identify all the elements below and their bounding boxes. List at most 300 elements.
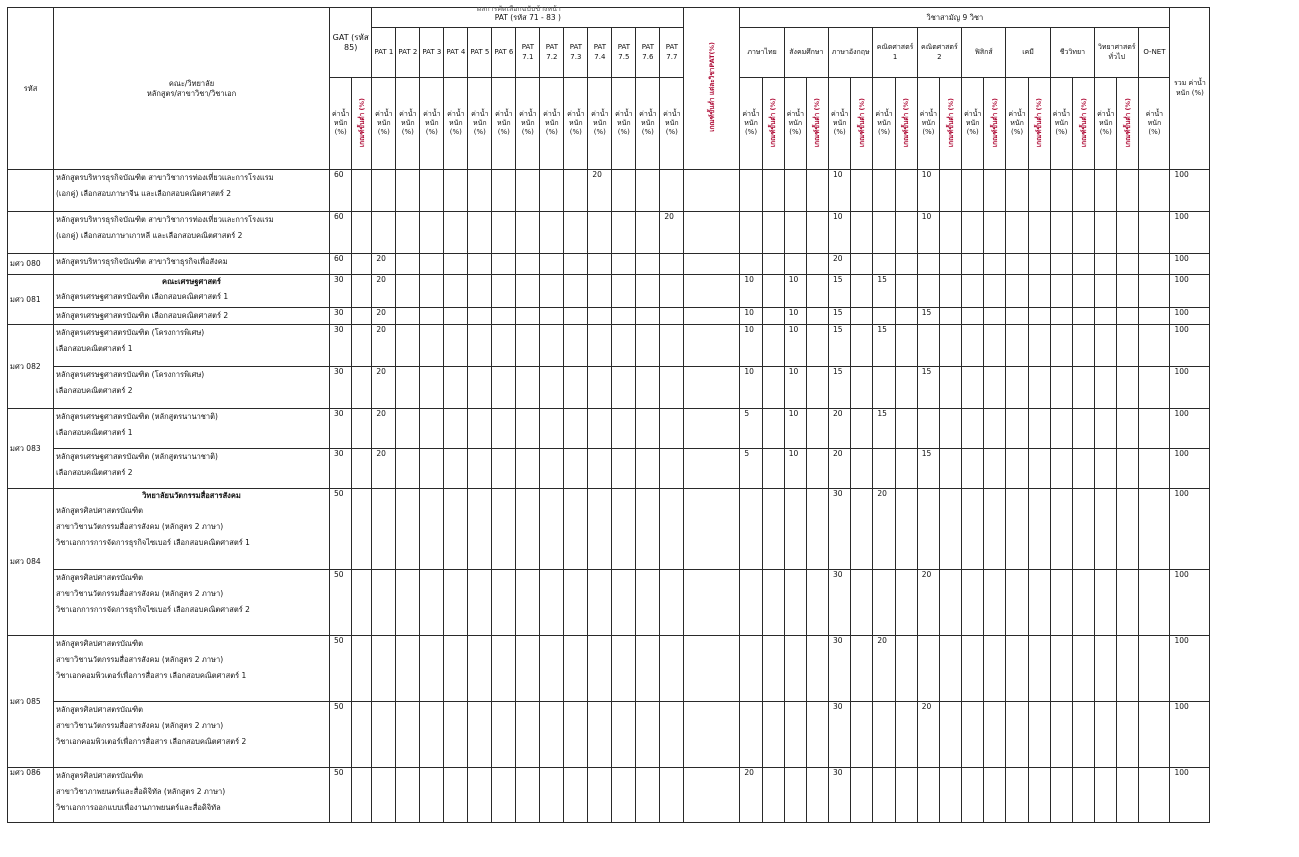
subject-min-7 — [1073, 325, 1095, 367]
pat-weight-0: 20 — [372, 275, 396, 308]
gat-weight: 60 — [330, 254, 352, 275]
pat-weight-0 — [372, 170, 396, 212]
subject-min-7 — [1073, 275, 1095, 308]
subject-min-4 — [940, 254, 962, 275]
gat-weight: 30 — [330, 275, 352, 308]
subject-weight-5 — [962, 325, 984, 367]
subject-min-5 — [984, 768, 1006, 823]
subject-min-4 — [940, 409, 962, 449]
pat-min — [684, 367, 740, 409]
pat-weight-9 — [588, 449, 612, 489]
subject-weight-0: 10 — [740, 367, 762, 409]
subject-weight-6 — [1006, 325, 1028, 367]
subject-min-5 — [984, 489, 1006, 570]
total-weight: 100 — [1170, 636, 1210, 702]
subject-weight-2: 15 — [829, 308, 851, 325]
pat-weight-9 — [588, 254, 612, 275]
pat-weight-2 — [420, 254, 444, 275]
table-row — [8, 212, 1210, 254]
program-line: หลักสูตรศิลปศาสตรบัณฑิต — [56, 506, 143, 515]
subject-min-3 — [895, 212, 917, 254]
subject-weight-0 — [740, 489, 762, 570]
total-weight: 100 — [1170, 325, 1210, 367]
pat-weight-4 — [468, 170, 492, 212]
pat-weight-9 — [588, 212, 612, 254]
subject-min-2 — [851, 570, 873, 636]
program-code: มศว 086 — [8, 768, 54, 823]
col-header-program-line1: คณะ/วิทยาลัย — [168, 79, 215, 89]
col-header-onet: O-NET — [1139, 28, 1170, 78]
pat-weight-11 — [636, 367, 660, 409]
program-line: หลักสูตรเศรษฐศาสตรบัณฑิต (โครงการพิเศษ) — [56, 370, 205, 379]
pat-weight-5 — [492, 768, 516, 823]
subject-min-2 — [851, 275, 873, 308]
pat-weight-1 — [396, 275, 420, 308]
program-line: หลักสูตรบริหารธุรกิจบัณฑิต สาขาวิชาการท่องเที่ยวและการโรงแรม — [56, 215, 274, 224]
program-code — [8, 170, 54, 212]
subject-col-header-8: วิทยาศาสตร์ทั่วไป — [1095, 28, 1139, 78]
program-code: มศว 083 — [8, 409, 54, 489]
program-line: หลักสูตรศิลปศาสตรบัณฑิต — [56, 639, 143, 648]
pat-weight-9 — [588, 275, 612, 308]
subject-col-header-0: ภาษาไทย — [740, 28, 784, 78]
pat-weight-6 — [516, 275, 540, 308]
subject-min-header-8 — [1117, 78, 1139, 170]
subject-weight-5 — [962, 636, 984, 702]
gat-min-header — [352, 78, 372, 170]
pat-min — [684, 409, 740, 449]
subject-weight-8 — [1095, 409, 1117, 449]
pat-col-header-6: PAT 7.1 — [516, 28, 540, 78]
onet-weight — [1139, 308, 1170, 325]
subject-weight-2: 15 — [829, 325, 851, 367]
subject-min-6 — [1028, 636, 1050, 702]
pat-weight-9 — [588, 367, 612, 409]
pat-weight-1 — [396, 254, 420, 275]
subject-min-3 — [895, 702, 917, 768]
onet-weight — [1139, 212, 1170, 254]
pat-weight-6 — [516, 636, 540, 702]
subject-weight-6 — [1006, 636, 1028, 702]
program-line: วิชาเอกคอมพิวเตอร์เพื่อการสื่อสาร เลือกสอบคณิตศาสตร์ 1 — [56, 671, 247, 680]
pat-weight-7 — [540, 702, 564, 768]
subject-weight-2: 15 — [829, 367, 851, 409]
subject-weight-1 — [784, 768, 806, 823]
program-line: วิชาเอกการออกแบบเพื่องานภาพยนตร์และสื่อดิจิทัล — [56, 803, 221, 812]
subject-min-header-8-label: เกณฑ์ขั้นต่ำ (%) — [1123, 97, 1132, 147]
page-header-fragment: ผลการคัดเลือกฉบับข้างหน้า — [477, 5, 561, 13]
total-weight: 100 — [1170, 308, 1210, 325]
subject-min-7 — [1073, 489, 1095, 570]
pat-weight-10 — [612, 702, 636, 768]
subject-weight-1: 10 — [784, 367, 806, 409]
subject-min-6 — [1028, 702, 1050, 768]
subject-min-header-2-label: เกณฑ์ขั้นต่ำ (%) — [857, 97, 866, 147]
program-line: หลักสูตรเศรษฐศาสตรบัณฑิต เลือกสอบคณิตศาสตร์ 2 — [56, 311, 229, 320]
col-header-program-line2: หลักสูตร/สาขาวิชา/วิชาเอก — [146, 88, 237, 98]
subject-min-2 — [851, 702, 873, 768]
subject-min-header-3-label: เกณฑ์ขั้นต่ำ (%) — [902, 97, 911, 147]
subject-weight-2: 20 — [829, 254, 851, 275]
pat-col-header-12: PAT 7.7 — [660, 28, 684, 78]
pat-weight-6 — [516, 449, 540, 489]
subject-col-header-2: ภาษาอังกฤษ — [829, 28, 873, 78]
subject-min-5 — [984, 275, 1006, 308]
pat-weight-1 — [396, 409, 420, 449]
pat-weight-11 — [636, 449, 660, 489]
admission-weight-table — [7, 7, 1210, 823]
pat-weight-6 — [516, 170, 540, 212]
faculty-name: คณะเศรษฐศาสตร์ — [162, 277, 221, 286]
table-row — [8, 409, 1210, 449]
subject-weight-5 — [962, 275, 984, 308]
subject-weight-2: 10 — [829, 170, 851, 212]
subject-weight-2: 30 — [829, 570, 851, 636]
subject-min-8 — [1117, 367, 1139, 409]
gat-min — [352, 489, 372, 570]
subject-weight-0: 10 — [740, 325, 762, 367]
subject-min-header-4-label: เกณฑ์ขั้นต่ำ (%) — [946, 97, 955, 147]
table-row — [8, 570, 1210, 636]
pat-weight-header-5: ค่าน้ำหนัก (%) — [492, 78, 516, 170]
subject-weight-2: 30 — [829, 636, 851, 702]
subject-weight-5 — [962, 367, 984, 409]
pat-weight-7 — [540, 254, 564, 275]
onet-weight — [1139, 170, 1170, 212]
pat-col-header-1: PAT 2 — [396, 28, 420, 78]
subject-weight-header-3: ค่าน้ำหนัก (%) — [873, 78, 895, 170]
gat-min — [352, 170, 372, 212]
subject-min-7 — [1073, 308, 1095, 325]
subject-weight-6 — [1006, 254, 1028, 275]
pat-weight-4 — [468, 449, 492, 489]
subject-min-0 — [762, 308, 784, 325]
pat-col-header-4: PAT 5 — [468, 28, 492, 78]
pat-weight-4 — [468, 636, 492, 702]
subject-weight-3 — [873, 367, 895, 409]
subject-weight-5 — [962, 170, 984, 212]
pat-weight-5 — [492, 367, 516, 409]
faculty-name: วิทยาลัยนวัตกรรมสื่อสารสังคม — [142, 491, 241, 500]
subject-weight-1: 10 — [784, 409, 806, 449]
pat-weight-4 — [468, 254, 492, 275]
table-row — [8, 367, 1210, 409]
pat-weight-11 — [636, 570, 660, 636]
table-row — [8, 702, 1210, 768]
subject-min-4 — [940, 212, 962, 254]
pat-weight-12 — [660, 570, 684, 636]
subject-min-header-2 — [851, 78, 873, 170]
subject-weight-6 — [1006, 489, 1028, 570]
program-line: เลือกสอบคณิตศาสตร์ 2 — [56, 468, 133, 477]
gat-weight: 60 — [330, 212, 352, 254]
subject-min-header-3 — [895, 78, 917, 170]
subject-weight-0 — [740, 212, 762, 254]
subject-weight-8 — [1095, 702, 1117, 768]
onet-weight — [1139, 570, 1170, 636]
subject-min-8 — [1117, 254, 1139, 275]
subject-min-7 — [1073, 367, 1095, 409]
pat-weight-12 — [660, 768, 684, 823]
pat-weight-6 — [516, 254, 540, 275]
subject-weight-7 — [1050, 325, 1072, 367]
subject-weight-1 — [784, 254, 806, 275]
subject-weight-0: 10 — [740, 308, 762, 325]
pat-weight-3 — [444, 449, 468, 489]
pat-weight-8 — [564, 702, 588, 768]
pat-weight-header-0: ค่าน้ำหนัก (%) — [372, 78, 396, 170]
subject-min-7 — [1073, 570, 1095, 636]
pat-weight-9 — [588, 768, 612, 823]
gat-weight: 30 — [330, 409, 352, 449]
subject-weight-7 — [1050, 170, 1072, 212]
subject-min-header-7-label: เกณฑ์ขั้นต่ำ (%) — [1079, 97, 1088, 147]
total-weight: 100 — [1170, 170, 1210, 212]
pat-weight-7 — [540, 212, 564, 254]
subject-weight-header-1: ค่าน้ำหนัก (%) — [784, 78, 806, 170]
total-weight: 100 — [1170, 212, 1210, 254]
pat-weight-10 — [612, 325, 636, 367]
subject-min-6 — [1028, 409, 1050, 449]
gat-weight: 30 — [330, 367, 352, 409]
pat-col-header-2: PAT 3 — [420, 28, 444, 78]
subject-col-header-6: เคมี — [1006, 28, 1050, 78]
col-header-pat-group: PAT (รหัส 71 - 83 ) — [372, 8, 684, 28]
subject-col-header-3: คณิตศาสตร์ 1 — [873, 28, 917, 78]
program-cell — [54, 212, 330, 254]
pat-weight-4 — [468, 212, 492, 254]
subject-min-8 — [1117, 308, 1139, 325]
table-row — [8, 489, 1210, 570]
pat-col-header-8: PAT 7.3 — [564, 28, 588, 78]
subject-min-2 — [851, 325, 873, 367]
subject-min-2 — [851, 367, 873, 409]
subject-weight-5 — [962, 308, 984, 325]
pat-weight-1 — [396, 308, 420, 325]
pat-weight-0: 20 — [372, 367, 396, 409]
gat-weight: 50 — [330, 570, 352, 636]
pat-weight-7 — [540, 325, 564, 367]
pat-weight-6 — [516, 212, 540, 254]
subject-min-8 — [1117, 702, 1139, 768]
pat-weight-12 — [660, 254, 684, 275]
pat-weight-1 — [396, 702, 420, 768]
subject-weight-7 — [1050, 409, 1072, 449]
subject-min-8 — [1117, 449, 1139, 489]
subject-weight-3 — [873, 254, 895, 275]
pat-weight-4 — [468, 570, 492, 636]
table-row — [8, 254, 1210, 275]
pat-weight-2 — [420, 768, 444, 823]
pat-weight-0 — [372, 768, 396, 823]
subject-weight-0: 5 — [740, 409, 762, 449]
pat-weight-10 — [612, 768, 636, 823]
pat-weight-9 — [588, 325, 612, 367]
subject-min-1 — [807, 367, 829, 409]
subject-weight-7 — [1050, 570, 1072, 636]
pat-weight-9: 20 — [588, 170, 612, 212]
pat-weight-2 — [420, 702, 444, 768]
gat-weight: 30 — [330, 449, 352, 489]
pat-min — [684, 170, 740, 212]
total-weight: 100 — [1170, 768, 1210, 823]
subject-weight-7 — [1050, 254, 1072, 275]
program-code: มศว 080 — [8, 254, 54, 275]
subject-min-5 — [984, 308, 1006, 325]
program-line: หลักสูตรศิลปศาสตรบัณฑิต — [56, 573, 143, 582]
pat-weight-2 — [420, 275, 444, 308]
subject-min-7 — [1073, 636, 1095, 702]
pat-weight-2 — [420, 170, 444, 212]
table-row — [8, 768, 1210, 823]
subject-min-header-0-label: เกณฑ์ขั้นต่ำ (%) — [769, 97, 778, 147]
subject-weight-header-0: ค่าน้ำหนัก (%) — [740, 78, 762, 170]
subject-weight-4 — [917, 768, 939, 823]
table-row — [8, 325, 1210, 367]
subject-weight-8 — [1095, 489, 1117, 570]
subject-min-0 — [762, 367, 784, 409]
subject-weight-header-2: ค่าน้ำหนัก (%) — [829, 78, 851, 170]
pat-weight-8 — [564, 636, 588, 702]
subject-weight-1: 10 — [784, 325, 806, 367]
pat-weight-12 — [660, 489, 684, 570]
subject-min-3 — [895, 367, 917, 409]
program-code: มศว 084 — [8, 489, 54, 636]
pat-weight-9 — [588, 489, 612, 570]
subject-min-1 — [807, 570, 829, 636]
program-line: สาขาวิชานวัตกรรมสื่อสารสังคม (หลักสูตร 2 ภาษา) — [56, 721, 224, 730]
pat-weight-8 — [564, 570, 588, 636]
subject-weight-5 — [962, 489, 984, 570]
pat-weight-8 — [564, 212, 588, 254]
subject-weight-6 — [1006, 570, 1028, 636]
subject-min-4 — [940, 325, 962, 367]
subject-weight-8 — [1095, 636, 1117, 702]
pat-weight-10 — [612, 254, 636, 275]
pat-weight-2 — [420, 409, 444, 449]
subject-min-6 — [1028, 212, 1050, 254]
subject-weight-4 — [917, 275, 939, 308]
pat-weight-5 — [492, 212, 516, 254]
subject-min-1 — [807, 170, 829, 212]
pat-weight-10 — [612, 212, 636, 254]
subject-min-3 — [895, 254, 917, 275]
subject-weight-7 — [1050, 702, 1072, 768]
pat-weight-8 — [564, 449, 588, 489]
pat-weight-7 — [540, 449, 564, 489]
pat-weight-11 — [636, 308, 660, 325]
program-line: หลักสูตรศิลปศาสตรบัณฑิต — [56, 705, 143, 714]
subject-min-header-5-label: เกณฑ์ขั้นต่ำ (%) — [990, 97, 999, 147]
gat-min — [352, 212, 372, 254]
pat-weight-4 — [468, 409, 492, 449]
subject-min-4 — [940, 449, 962, 489]
pat-weight-6 — [516, 489, 540, 570]
subject-min-3 — [895, 449, 917, 489]
pat-weight-2 — [420, 367, 444, 409]
subject-min-5 — [984, 367, 1006, 409]
program-cell — [54, 308, 330, 325]
pat-weight-header-2: ค่าน้ำหนัก (%) — [420, 78, 444, 170]
subject-min-1 — [807, 702, 829, 768]
pat-weight-2 — [420, 325, 444, 367]
subject-min-6 — [1028, 489, 1050, 570]
subject-weight-5 — [962, 570, 984, 636]
subject-weight-6 — [1006, 409, 1028, 449]
onet-weight — [1139, 367, 1170, 409]
subject-weight-6 — [1006, 367, 1028, 409]
gat-weight: 50 — [330, 702, 352, 768]
pat-weight-3 — [444, 308, 468, 325]
pat-weight-2 — [420, 489, 444, 570]
subject-min-1 — [807, 489, 829, 570]
subject-min-1 — [807, 768, 829, 823]
pat-weight-11 — [636, 275, 660, 308]
subject-min-4 — [940, 489, 962, 570]
pat-weight-3 — [444, 367, 468, 409]
subject-weight-7 — [1050, 367, 1072, 409]
subject-weight-0 — [740, 702, 762, 768]
subject-weight-0: 20 — [740, 768, 762, 823]
subject-min-3 — [895, 275, 917, 308]
program-cell — [54, 449, 330, 489]
pat-weight-2 — [420, 636, 444, 702]
subject-min-0 — [762, 449, 784, 489]
pat-weight-11 — [636, 702, 660, 768]
program-line: หลักสูตรเศรษฐศาสตรบัณฑิต (หลักสูตรนานาชาติ) — [56, 452, 218, 461]
subject-weight-1 — [784, 489, 806, 570]
pat-weight-3 — [444, 170, 468, 212]
subject-min-7 — [1073, 702, 1095, 768]
subject-min-0 — [762, 570, 784, 636]
pat-weight-0: 20 — [372, 308, 396, 325]
gat-min — [352, 367, 372, 409]
program-cell — [54, 409, 330, 449]
table-row — [8, 636, 1210, 702]
program-line: หลักสูตรเศรษฐศาสตรบัณฑิต (โครงการพิเศษ) — [56, 328, 205, 337]
pat-weight-3 — [444, 636, 468, 702]
pat-weight-11 — [636, 254, 660, 275]
pat-weight-2 — [420, 449, 444, 489]
subject-weight-8 — [1095, 325, 1117, 367]
subject-min-6 — [1028, 367, 1050, 409]
pat-weight-10 — [612, 367, 636, 409]
subject-min-0 — [762, 702, 784, 768]
subject-weight-5 — [962, 409, 984, 449]
subject-weight-0: 5 — [740, 449, 762, 489]
subject-min-2 — [851, 308, 873, 325]
subject-weight-7 — [1050, 636, 1072, 702]
subject-min-5 — [984, 325, 1006, 367]
subject-weight-1 — [784, 170, 806, 212]
subject-min-4 — [940, 768, 962, 823]
subject-min-5 — [984, 254, 1006, 275]
table-row — [8, 449, 1210, 489]
subject-min-0 — [762, 636, 784, 702]
pat-weight-4 — [468, 489, 492, 570]
gat-weight: 30 — [330, 308, 352, 325]
subject-weight-4 — [917, 409, 939, 449]
subject-min-1 — [807, 409, 829, 449]
subject-weight-2: 30 — [829, 489, 851, 570]
pat-weight-12 — [660, 702, 684, 768]
pat-weight-6 — [516, 409, 540, 449]
pat-weight-11 — [636, 768, 660, 823]
pat-weight-5 — [492, 308, 516, 325]
pat-weight-10 — [612, 570, 636, 636]
subject-col-header-5: ฟิสิกส์ — [962, 28, 1006, 78]
subject-min-header-6-label: เกณฑ์ขั้นต่ำ (%) — [1035, 97, 1044, 147]
